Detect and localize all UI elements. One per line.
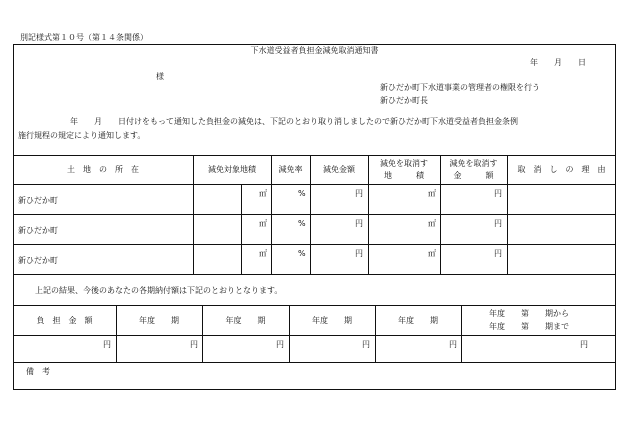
table2-period-3: 年度 期: [312, 316, 352, 325]
table2-yen-6: 円: [580, 340, 588, 349]
header-cancel-amount-line1: 減免を取消す: [449, 159, 498, 168]
table2-mid-line: [13, 335, 616, 336]
row3-cancel-area-unit: ㎡: [428, 249, 436, 258]
header-amount: 減免金額: [323, 165, 355, 174]
header-location: 土 地 の 所 在: [67, 165, 139, 174]
document-title: 下水道受益者負担金減免取消通知書: [250, 46, 379, 55]
body-text-line-1: 年 月 日付けをもって通知した負担金の減免は、下記のとおり取り消しましたので新ひだか町下水道受益者負担金条例: [70, 117, 518, 126]
table1-row-line-2: [13, 244, 616, 245]
row1-area-unit: ㎡: [259, 189, 267, 198]
issuer-line-1: 新ひだか町下水道事業の管理者の権限を行う: [380, 83, 540, 92]
row3-area-unit: ㎡: [259, 249, 267, 258]
table2-yen-1: 円: [103, 340, 111, 349]
table2-col-line: [202, 305, 203, 362]
table2-yen-4: 円: [362, 340, 370, 349]
row2-cancel-amount-unit: 円: [494, 219, 502, 228]
table2-col-line: [116, 305, 117, 362]
table2-bottom-line: [13, 362, 616, 363]
header-cancel-area-line2: 地 積: [384, 171, 424, 180]
row3-cancel-amount-unit: 円: [494, 249, 502, 258]
table2-period-4: 年度 期: [398, 316, 438, 325]
row2-cancel-area-unit: ㎡: [428, 219, 436, 228]
row3-amount-unit: 円: [355, 249, 363, 258]
document-frame: [13, 44, 616, 390]
table2-range-line-1: 年度 第 期から: [489, 309, 569, 318]
table2-top-line: [13, 305, 616, 306]
row2-rate-unit: %: [298, 219, 306, 228]
header-rate: 減免率: [278, 165, 303, 174]
row1-cancel-area-unit: ㎡: [428, 189, 436, 198]
table2-col-line: [461, 305, 462, 362]
table2-range-line-2: 年度 第 期まで: [489, 322, 569, 331]
date-line: 年 月 日: [530, 58, 586, 67]
table1-col-line-sub: [241, 184, 242, 274]
header-cancel-area-line1: 減免を取消す: [380, 159, 428, 168]
table2-yen-5: 円: [449, 340, 457, 349]
table2-col-line: [375, 305, 376, 362]
row1-amount-unit: 円: [355, 189, 363, 198]
row2-area-unit: ㎡: [259, 219, 267, 228]
form-id: 別記様式第１０号（第１４条関係）: [20, 33, 148, 42]
table2-col-line: [289, 305, 290, 362]
remarks-label: 備 考: [26, 367, 50, 376]
table2-header-label: 負 担 金 額: [36, 316, 93, 325]
header-cancel-amount-line2: 金 額: [453, 171, 494, 180]
table2-yen-2: 円: [190, 340, 198, 349]
table2-period-1: 年度 期: [139, 316, 179, 325]
table2-period-2: 年度 期: [225, 316, 266, 325]
table1-header-bottom: [13, 184, 616, 185]
issuer-line-2: 新ひだか町長: [380, 96, 428, 105]
body-text-line-2: 施行規程の規定により通知します。: [18, 131, 146, 140]
row3-location: 新ひだか町: [18, 256, 58, 265]
row1-cancel-amount-unit: 円: [494, 189, 502, 198]
row1-location: 新ひだか町: [18, 196, 58, 205]
header-reason: 取 消 し の 理 由: [517, 165, 606, 174]
header-area: 減免対象地積: [208, 165, 256, 174]
row2-amount-unit: 円: [355, 219, 363, 228]
row1-rate-unit: %: [298, 189, 306, 198]
table2-yen-3: 円: [276, 340, 284, 349]
table1-top-line: [13, 155, 616, 156]
addressee-suffix: 様: [156, 72, 164, 81]
row3-rate-unit: %: [298, 249, 306, 258]
row2-location: 新ひだか町: [18, 226, 58, 235]
table1-row-line-1: [13, 214, 616, 215]
result-text: 上記の結果、今後のあなたの各期納付額は下記のとおりとなります。: [35, 286, 283, 295]
table1-bottom-line: [13, 274, 616, 275]
